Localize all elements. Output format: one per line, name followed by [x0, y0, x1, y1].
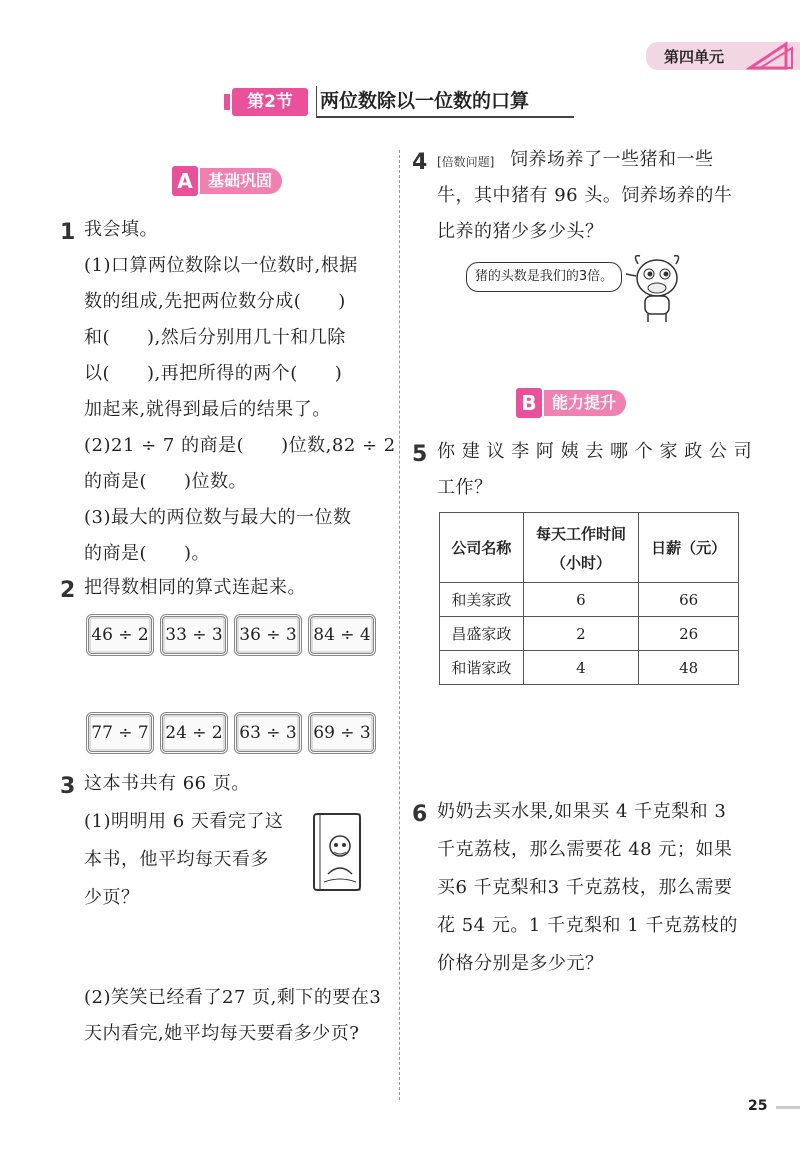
q1-line: 的商是( )位数。 — [84, 471, 248, 492]
unit-tab — [646, 42, 800, 70]
subsection-a-badge — [172, 166, 302, 196]
table-header-cell: 公司名称 — [440, 513, 524, 583]
question-4-number: 4 — [412, 150, 428, 175]
column-divider — [399, 150, 400, 1100]
table-row — [440, 617, 739, 651]
subsection-a-letter: A — [172, 166, 198, 196]
page-number: 25 — [748, 1098, 768, 1114]
q6-line: 价格分别是多少元？ — [437, 953, 604, 974]
table-cell: 2 — [523, 617, 639, 651]
header-line: （小时） — [550, 553, 611, 572]
q1-line: 以( ),再把所得的两个( ) — [84, 363, 343, 384]
expression-tile[interactable]: 36 ÷ 3 — [234, 614, 302, 656]
question-3-number: 3 — [60, 774, 76, 799]
table-header-cell — [523, 513, 639, 583]
q1-line: 和( ),然后分别用几十和几除 — [84, 327, 346, 348]
q6-line: 花 54 元。1 千克梨和 1 千克荔枝的 — [437, 915, 738, 936]
q1-line: 加起来,就得到最后的结果了。 — [84, 399, 331, 420]
q1-line: (3)最大的两位数与最大的一位数 — [84, 507, 352, 528]
q3-part2-line: 天内看完,她平均每天要看多少页? — [84, 1023, 360, 1044]
table-cell: 昌盛家政 — [440, 617, 524, 651]
expression-tile[interactable]: 46 ÷ 2 — [86, 614, 154, 656]
expression-tile[interactable]: 24 ÷ 2 — [160, 712, 228, 754]
expression-tile[interactable]: 84 ÷ 4 — [308, 614, 376, 656]
expression-tile[interactable]: 63 ÷ 3 — [234, 712, 302, 754]
q4-line: 比养的猪少多少头？ — [437, 221, 604, 242]
triangle-ruler-icon — [746, 40, 796, 72]
book-reader-illustration-icon — [312, 812, 364, 894]
subsection-b-label: 能力提升 — [544, 390, 626, 416]
cow-illustration-icon — [624, 250, 690, 326]
q3-part1-line: 本书，他平均每天看多 — [84, 849, 269, 870]
section-badge: 第2节 — [232, 88, 308, 116]
table-header-cell: 日薪（元） — [639, 513, 739, 583]
company-table — [439, 512, 739, 685]
problem-type-tag: [倍数问题] — [437, 155, 495, 169]
expression-tile[interactable]: 77 ÷ 7 — [86, 712, 154, 754]
table-cell: 和谐家政 — [440, 651, 524, 685]
header-line: 每天工作时间 — [535, 524, 626, 543]
q3-part1-line: 少页？ — [84, 887, 140, 908]
q5-line: 工作？ — [437, 477, 493, 498]
table-cell: 和美家政 — [440, 583, 524, 617]
q1-line: 的商是( )。 — [84, 543, 211, 564]
expression-tile[interactable]: 33 ÷ 3 — [160, 614, 228, 656]
q3-part2-line: (2)笑笑已经看了27 页,剩下的要在3 — [84, 987, 382, 1008]
q6-line: 买6 千克梨和3 千克荔枝，那么需要 — [437, 877, 733, 898]
subsection-b-badge — [516, 388, 642, 418]
table-row — [440, 651, 739, 685]
q2-text: 把得数相同的算式连起来。 — [84, 577, 306, 598]
question-1-number: 1 — [60, 220, 76, 245]
subsection-b-letter: B — [516, 388, 542, 418]
subsection-a-label: 基础巩固 — [200, 168, 282, 194]
q3-text: 这本书共有 66 页。 — [84, 773, 250, 794]
question-5-number: 5 — [412, 442, 428, 467]
q1-line: (2)21 ÷ 7 的商是( )位数,82 ÷ 2 — [84, 435, 396, 456]
q3-part1-line: (1)明明用 6 天看完了这 — [84, 811, 284, 832]
question-6-number: 6 — [412, 802, 428, 827]
q6-line: 奶奶去买水果,如果买 4 千克梨和 3 — [437, 801, 727, 822]
table-cell: 4 — [523, 651, 639, 685]
question-2-number: 2 — [60, 578, 76, 603]
table-cell: 48 — [639, 651, 739, 685]
section-title: 两位数除以一位数的口算 — [316, 86, 574, 118]
unit-tab-label: 第四单元 — [664, 48, 725, 66]
q5-line: 你 建 议 李 阿 姨 去 哪 个 家 政 公 司 — [437, 441, 753, 462]
table-cell: 6 — [523, 583, 639, 617]
q1-line: (1)口算两位数除以一位数时,根据 — [84, 255, 358, 276]
q6-line: 千克荔枝，那么需要花 48 元；如果 — [437, 839, 733, 860]
q1-line: 我会填。 — [84, 219, 158, 240]
table-header-row — [440, 513, 739, 583]
q4-line: 饲养场养了一些猪和一些 — [510, 149, 714, 170]
table-cell: 66 — [639, 583, 739, 617]
q1-line: 数的组成,先把两位数分成( ) — [84, 291, 346, 312]
q4-line: 牛，其中猪有 96 头。饲养场养的牛 — [437, 185, 733, 206]
table-row — [440, 583, 739, 617]
page-number-rule — [776, 1106, 800, 1109]
table-cell: 26 — [639, 617, 739, 651]
speech-bubble: 猪的头数是我们的3倍。 — [466, 262, 622, 292]
expression-tile[interactable]: 69 ÷ 3 — [308, 712, 376, 754]
